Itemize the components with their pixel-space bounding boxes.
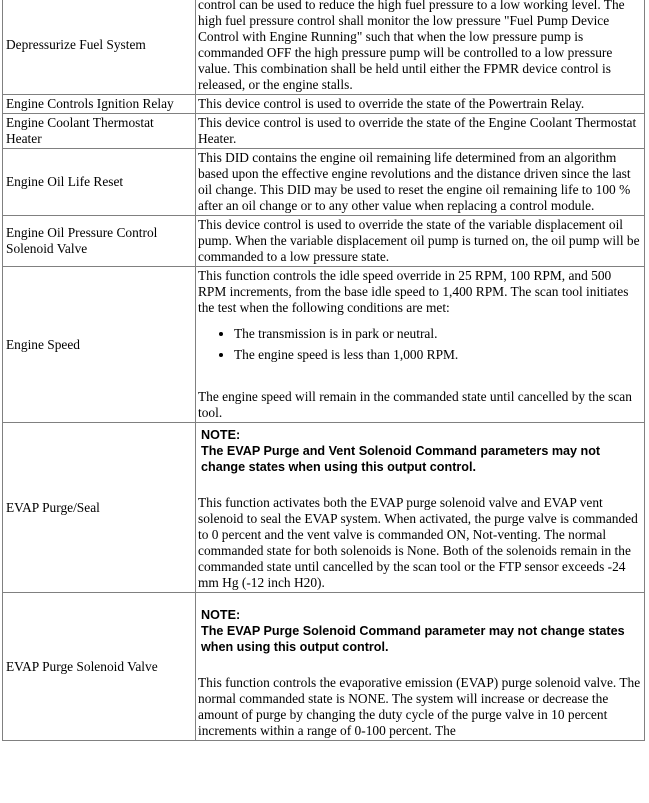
table-row bbox=[3, 149, 645, 216]
description-body: This function activates both the EVAP purge solenoid valve and EVAP vent solenoid to seal the EVAP system. When activated, the purge valve is commanded to 0 percent and the vent valve is commanded ON, Not-venting. The normal commanded state for both solenoids is None. Both of the solenoids remain in the commanded state until cancelled by the scan tool or the FTP sensor exceeds -24 mm Hg (-12 inch H20). bbox=[198, 495, 638, 590]
control-name: Engine Oil Pressure Control Solenoid Valve bbox=[3, 216, 196, 267]
table-row bbox=[3, 114, 645, 149]
control-name: EVAP Purge Solenoid Valve bbox=[3, 593, 196, 741]
control-description: This device control is used to override the state of the variable displacement oil pump. When the variable displacement oil pump is turned on, the oil pump will be commanded to a low pressure state. bbox=[196, 216, 645, 267]
control-description bbox=[196, 423, 645, 593]
control-name: Depressurize Fuel System bbox=[3, 0, 196, 95]
note-label: NOTE: bbox=[201, 428, 241, 442]
description-intro: This function controls the idle speed override in 25 RPM, 100 RPM, and 500 RPM increments, from the base idle speed to 1,400 RPM. The scan tool initiates the test when the following conditions are met: bbox=[198, 268, 629, 315]
list-item: • The engine speed is less than 1,000 RPM. bbox=[234, 347, 641, 363]
note-text: The EVAP Purge Solenoid Command parameter may not change states when using this output control. bbox=[201, 624, 625, 654]
description-body: This function controls the evaporative emission (EVAP) purge solenoid valve. The normal commanded state is NONE. The system will increase or decrease the amount of purge by changing the duty cycle of the purge valve in 10 percent increments within a range of 0-100 percent. The bbox=[198, 675, 641, 738]
spacer bbox=[198, 475, 641, 495]
control-name: Engine Speed bbox=[3, 267, 196, 423]
spacer bbox=[198, 655, 641, 675]
list-item: • The transmission is in park or neutral. bbox=[234, 326, 641, 342]
control-name: EVAP Purge/Seal bbox=[3, 423, 196, 593]
table-row bbox=[3, 593, 645, 741]
note-text: The EVAP Purge and Vent Solenoid Command parameters may not change states when using this output control. bbox=[201, 444, 601, 474]
spacer bbox=[198, 594, 641, 604]
table-row bbox=[3, 95, 645, 114]
control-name: Engine Controls Ignition Relay bbox=[3, 95, 196, 114]
table-row bbox=[3, 0, 645, 95]
table-row bbox=[3, 216, 645, 267]
control-description bbox=[196, 593, 645, 741]
spacer bbox=[198, 373, 641, 389]
control-description: control can be used to reduce the high fuel pressure to a low working level. The high fuel pressure control shall monitor the low pressure "Fuel Pump Device Control with Engine Running" such that when the low pressure pump is commanded OFF the high pressure pump will be controlled to a low pressure value. This combination shall be held until either the FPMR device control is released, or the engine stalls. bbox=[196, 0, 645, 95]
output-controls-table bbox=[2, 0, 645, 741]
note-label: NOTE: bbox=[201, 608, 241, 622]
description-outro: The engine speed will remain in the commanded state until cancelled by the scan tool. bbox=[198, 389, 632, 420]
control-description: This DID contains the engine oil remaining life determined from an algorithm based upon the effective engine revolutions and the distance driven since the last oil change. This DID may be used to reset the engine oil remaining life to 100 % after an oil change or to any other value when replacing a control module. bbox=[196, 149, 645, 216]
table-row bbox=[3, 423, 645, 593]
control-description: This device control is used to override the state of the Engine Coolant Thermostat Heater. bbox=[196, 114, 645, 149]
condition-list bbox=[198, 326, 641, 363]
control-name: Engine Coolant Thermostat Heater bbox=[3, 114, 196, 149]
table-row bbox=[3, 267, 645, 423]
control-name: Engine Oil Life Reset bbox=[3, 149, 196, 216]
control-description bbox=[196, 267, 645, 423]
control-description: This device control is used to override the state of the Powertrain Relay. bbox=[196, 95, 645, 114]
